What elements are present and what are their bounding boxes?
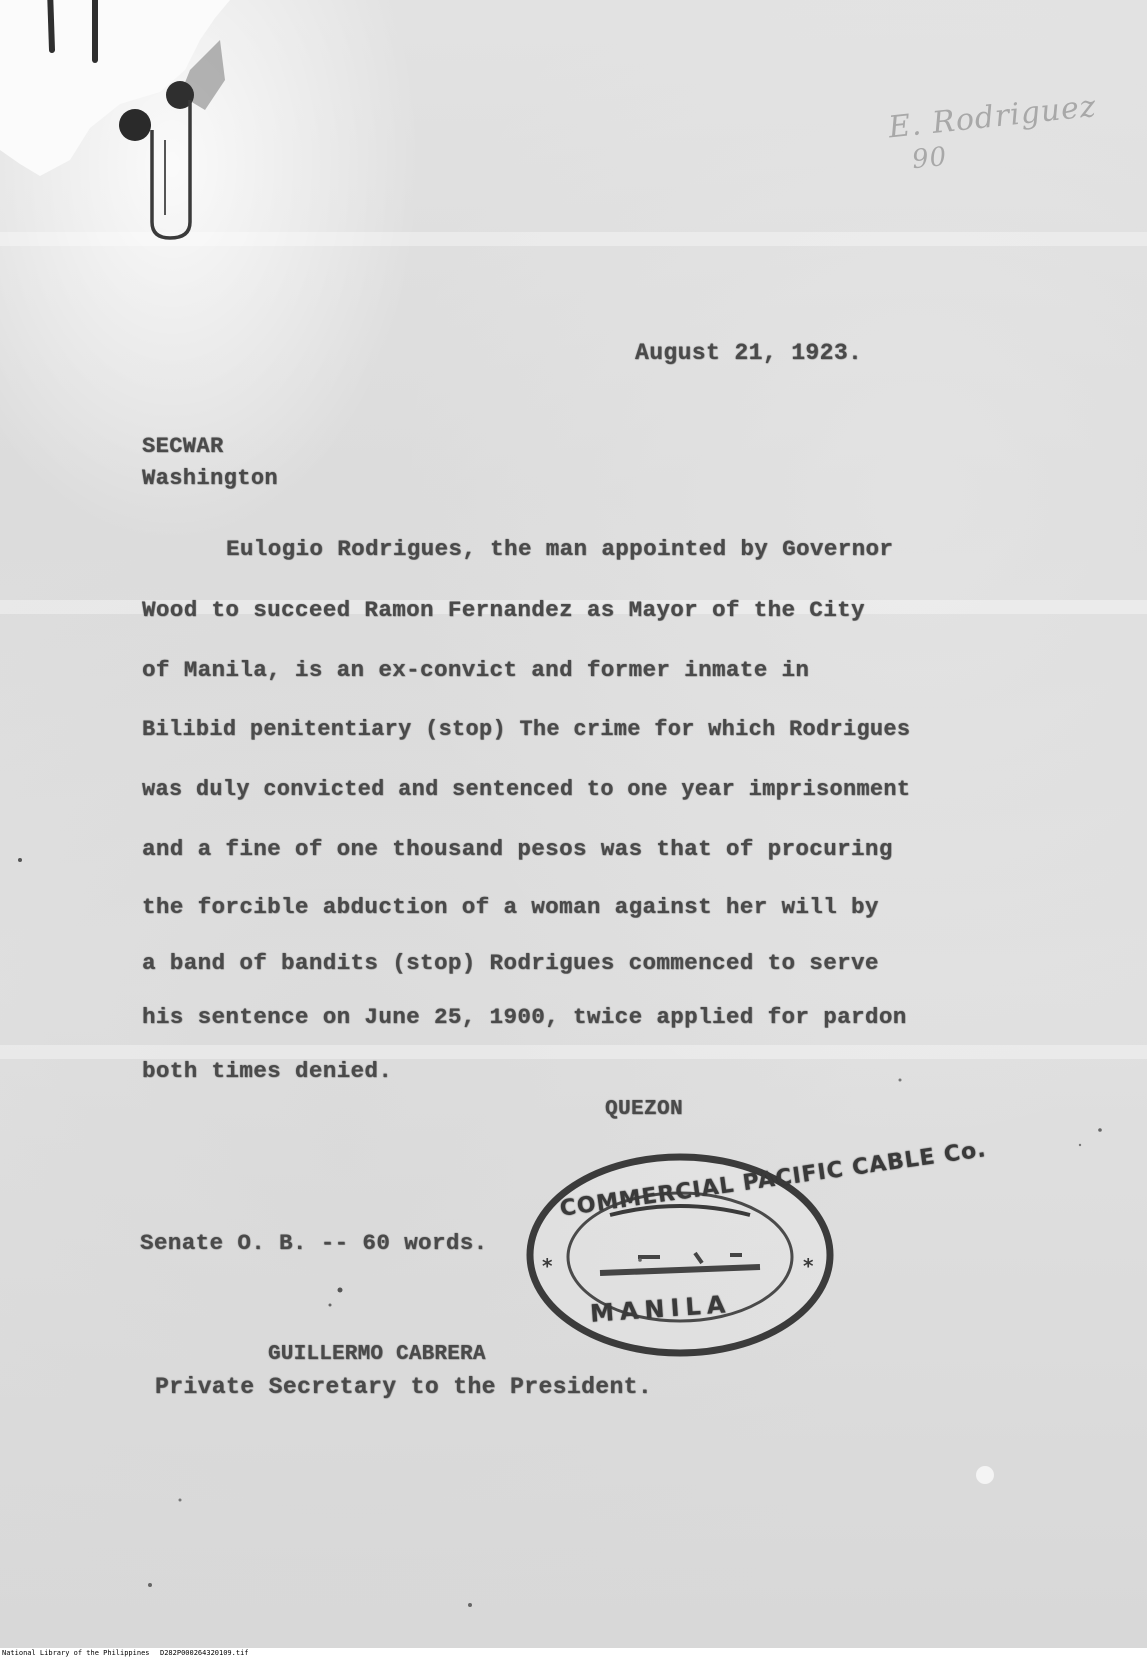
signature-title: Private Secretary to the President. [155, 1374, 653, 1400]
body-line: a band of bandits (stop) Rodrigues commenced to serve [142, 950, 879, 976]
stamp-bottom-text: MANILA [589, 1290, 733, 1328]
footer-source: National Library of the Philippines [2, 1649, 150, 1657]
body-line: Wood to succeed Ramon Fernandez as Mayor of the City [142, 597, 865, 623]
addressee-line-2: Washington [142, 466, 279, 491]
scan-footer [0, 1648, 1147, 1658]
body-line: both times denied. [142, 1058, 393, 1084]
svg-text:*: * [803, 1254, 814, 1278]
body-line: Bilibid penitentiary (stop) The crime for which Rodrigues [142, 717, 911, 742]
body-line: his sentence on June 25, 1900, twice applied for pardon [142, 1004, 907, 1030]
letter-date: August 21, 1923. [635, 340, 863, 366]
closing-name: QUEZON [605, 1098, 684, 1121]
pencil-annotation-line2: 90 [910, 141, 949, 176]
stamp-top-text: COMMERCIAL PACIFIC CABLE Co. [558, 1137, 989, 1222]
signature-name: GUILLERMO CABRERA [268, 1343, 486, 1366]
svg-text:*: * [542, 1254, 553, 1278]
pencil-annotation-line1: E. Rodriguez [886, 88, 1099, 146]
body-line: and a fine of one thousand pesos was that of procuring [142, 836, 893, 862]
footer-file-id: D282P000264320109.tif [160, 1649, 249, 1657]
body-line: the forcible abduction of a woman against her will by [142, 894, 879, 920]
body-line: Eulogio Rodrigues, the man appointed by Governor [226, 536, 894, 562]
charge-note: Senate O. B. -- 60 words. [140, 1230, 488, 1256]
body-line: was duly convicted and sentenced to one year imprisonment [142, 777, 911, 802]
addressee-line-1: SECWAR [142, 434, 224, 459]
body-line: of Manila, is an ex-convict and former inmate in [142, 657, 810, 683]
